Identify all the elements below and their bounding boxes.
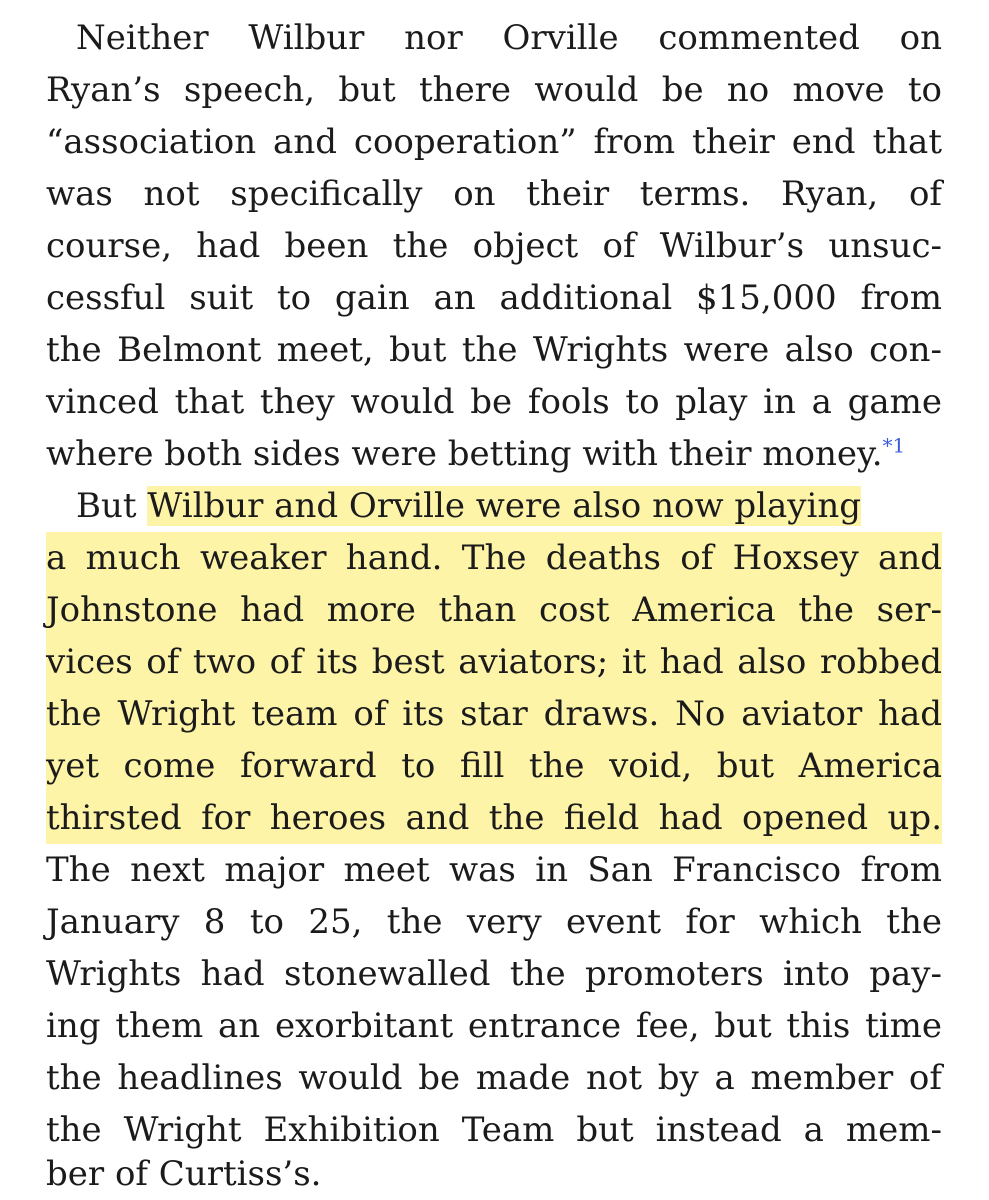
text-line xyxy=(76,480,942,532)
highlighted-line[interactable]: Johnstone had more than cost America the ser- xyxy=(46,584,942,636)
text-line: ber of Curtiss’s. xyxy=(46,1154,322,1194)
text-plain: But xyxy=(76,486,148,526)
text-line: Ryan’s speech, but there would be no move to xyxy=(46,70,942,110)
text-line: the headlines would be made not by a member of xyxy=(46,1058,942,1098)
text-line: Neither Wilbur nor Orville commented on xyxy=(76,18,942,58)
highlighted-line[interactable]: a much weaker hand. The deaths of Hoxsey and xyxy=(46,532,942,584)
text-line: the Belmont meet, but the Wrights were also con- xyxy=(46,330,942,370)
text-line: “association and cooperation” from their end that xyxy=(46,122,942,162)
text-line: was not specifically on their terms. Ryan, of xyxy=(46,174,942,214)
highlighted-line[interactable]: yet come forward to fill the void, but America xyxy=(46,740,942,792)
highlighted-line[interactable]: vices of two of its best aviators; it had also robbed xyxy=(46,636,942,688)
text-line: Wrights had stonewalled the promoters into pay- xyxy=(46,954,942,994)
highlighted-line[interactable]: thirsted for heroes and the field had opened up. xyxy=(46,792,942,844)
text-line-content: where both sides were betting with their money. xyxy=(46,434,883,474)
text-line: The next major meet was in San Francisco from xyxy=(46,850,942,890)
text-line xyxy=(46,428,942,480)
text-line: the Wright Exhibition Team but instead a mem- xyxy=(46,1110,942,1150)
text-line: ing them an exorbitant entrance fee, but this time xyxy=(46,1006,942,1046)
footnote-link[interactable]: *1 xyxy=(882,433,906,458)
text-line: course, had been the object of Wilbur’s unsuc- xyxy=(46,226,942,266)
highlight-start[interactable]: Wilbur and Orville were also now playing xyxy=(147,486,862,526)
text-line: January 8 to 25, the very event for which the xyxy=(46,902,942,942)
text-line: cessful suit to gain an additional $15,000 from xyxy=(46,278,942,318)
text-line: vinced that they would be fools to play in a game xyxy=(46,382,942,422)
highlighted-line[interactable]: the Wright team of its star draws. No aviator had xyxy=(46,688,942,740)
